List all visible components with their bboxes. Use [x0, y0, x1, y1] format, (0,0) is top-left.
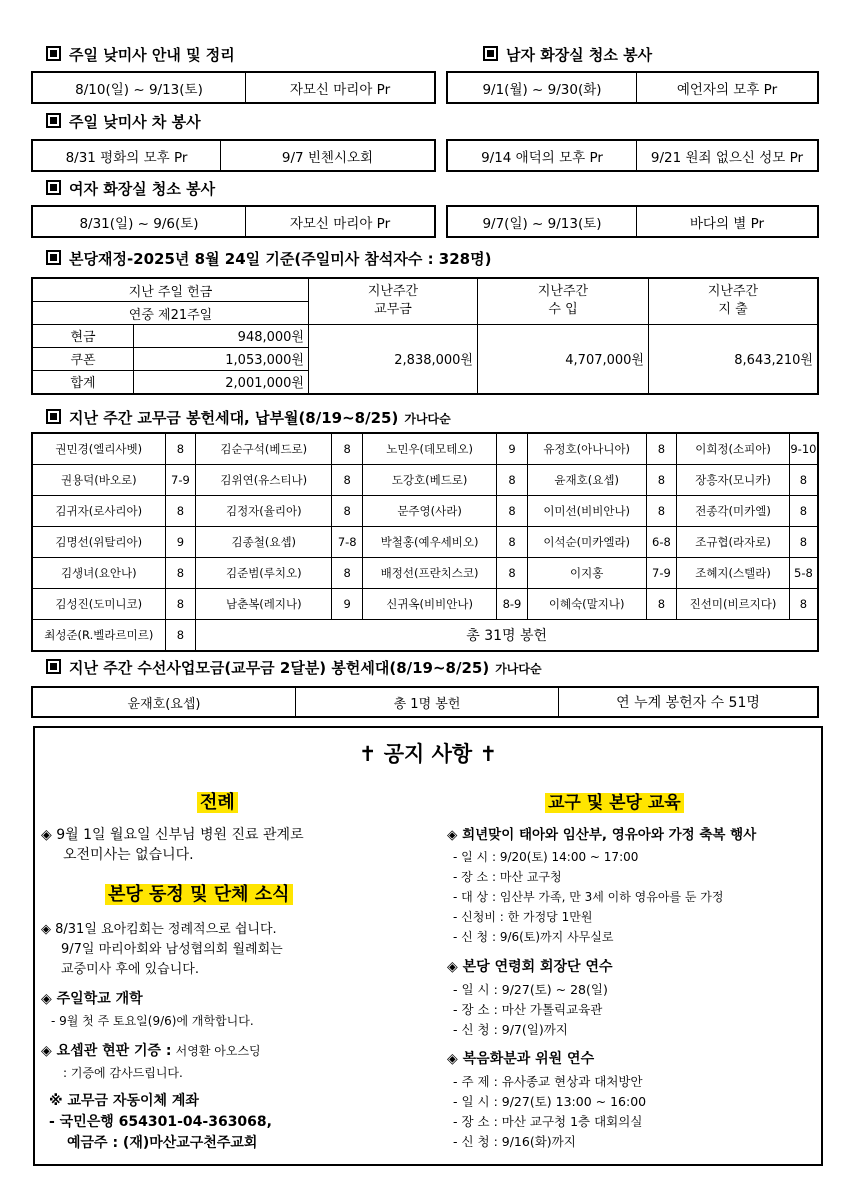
- donation-plaque-thanks: : 기증에 감사드립니다.: [63, 1066, 183, 1080]
- donor-name: 노민우(데모테오): [363, 433, 497, 465]
- event-1-apply: - 신 청 : 9/6(토)까지 사무실로: [453, 930, 614, 944]
- donor-table: [31, 432, 819, 652]
- donor-month: 7-9: [646, 558, 677, 589]
- finance-label-coupon: 쿠폰: [32, 347, 134, 370]
- bank-title: ※ 교무금 자동이체 계좌: [49, 1093, 199, 1109]
- event-1-target: - 대 상 : 임산부 가족, 만 3세 이하 영유아를 둔 가정: [453, 890, 724, 904]
- mass-guide-group: 자모신 마리아 Pr: [246, 72, 436, 103]
- donor-name: 김생녀(요안나): [32, 558, 165, 589]
- men-restroom-group: 예언자의 모후 Pr: [637, 72, 819, 103]
- donor-name: 김순구석(베드로): [196, 433, 332, 465]
- donor-row: [32, 496, 818, 527]
- event-3-title: ◈ 복음화분과 위원 연수: [447, 1051, 595, 1067]
- donor-name: 전종각(미카엘): [677, 496, 790, 527]
- finance-header-kyomu: 지난주간 교무금: [309, 278, 478, 324]
- finance-label-total: 합계: [32, 370, 134, 394]
- event-1-time: - 일 시 : 9/20(토) 14:00 ~ 17:00: [453, 850, 639, 864]
- donor-name: 김정자(율리아): [196, 496, 332, 527]
- donor-name: 장흥자(모니카): [677, 465, 790, 496]
- finance-header-income: 지난주간 수 입: [478, 278, 649, 324]
- finance-value-coupon: 1,053,000원: [134, 347, 309, 370]
- donor-row: [32, 465, 818, 496]
- donor-month: 8: [332, 558, 363, 589]
- women-restroom-group-2: 바다의 별 Pr: [637, 206, 819, 237]
- donor-name: 남춘복(레지나): [196, 589, 332, 620]
- donor-total: 총 31명 봉헌: [196, 620, 818, 652]
- section-finance-title: 본당재정-2025년 8월 24일 기준(주일미사 참석자수 : 328명): [46, 248, 491, 269]
- event-2-title: ◈ 본당 연령회 회장단 연수: [447, 959, 613, 975]
- donor-name: 조규협(라자로): [677, 527, 790, 558]
- parish-news-2: 9/7일 마리아회와 남성협의회 월례회는: [61, 942, 283, 957]
- donation-plaque: ◈ 요셉관 현판 기증 : 서영환 아오스딩: [41, 1043, 261, 1059]
- donor-month: 8: [646, 496, 677, 527]
- event-3-time: - 일 시 : 9/27(토) 13:00 ~ 16:00: [453, 1094, 647, 1109]
- donor-month: 9: [332, 589, 363, 620]
- donor-row: [32, 527, 818, 558]
- tea-service-3: 9/14 애덕의 모후 Pr: [447, 140, 637, 171]
- men-restroom-period: 9/1(월) ~ 9/30(화): [447, 72, 637, 103]
- section-tea-service-title: 주일 낮미사 차 봉사: [46, 111, 201, 132]
- donor-month: 8: [646, 465, 677, 496]
- donor-name: 김성진(도미니코): [32, 589, 165, 620]
- donor-name: 권민경(엘리사벳): [32, 433, 165, 465]
- repair-table: [31, 686, 819, 718]
- event-3-place: - 장 소 : 마산 교구청 1층 대회의실: [453, 1114, 643, 1129]
- liturgy-heading: 전례: [197, 788, 238, 814]
- donor-row: [32, 589, 818, 620]
- finance-label-cash: 현금: [32, 324, 134, 347]
- repair-cumulative: 연 누계 봉헌자 수 51명: [559, 687, 819, 717]
- donor-row: [32, 433, 818, 465]
- donor-month: 8: [332, 465, 363, 496]
- notice-title: ✝ 공지 사항 ✝: [358, 742, 498, 766]
- parish-news-1: ◈ 8/31일 요아킴회는 정례적으로 쉽니다.: [41, 922, 277, 937]
- donor-month: 7-8: [332, 527, 363, 558]
- donor-month: 8: [646, 433, 677, 465]
- donor-month: 8: [165, 496, 196, 527]
- mass-guide-period: 8/10(일) ~ 9/13(토): [32, 72, 246, 103]
- donor-name: 유정호(아나니아): [527, 433, 646, 465]
- parish-heading: 본당 동정 및 단체 소식: [105, 880, 293, 906]
- donor-month: 8: [497, 465, 528, 496]
- donor-month: 8: [497, 558, 528, 589]
- finance-income-value: 4,707,000원: [478, 324, 649, 394]
- donor-name: 도강호(베드로): [363, 465, 497, 496]
- finance-value-total: 2,001,000원: [134, 370, 309, 394]
- section-men-restroom-title: 남자 화장실 청소 봉사: [483, 44, 652, 65]
- section-donors-title: 지난 주간 교무금 봉헌세대, 납부월(8/19~8/25) 가나다순: [46, 407, 451, 428]
- donor-last-name: 최성준(R.벨라르미르): [32, 620, 165, 652]
- donor-month: 9-10: [789, 433, 818, 465]
- donor-name: 김위연(유스티나): [196, 465, 332, 496]
- donor-last-month: 8: [165, 620, 196, 652]
- donor-name: 권용덕(바오로): [32, 465, 165, 496]
- tea-service-1: 8/31 평화의 모후 Pr: [32, 140, 221, 171]
- event-2-apply: - 신 청 : 9/7(일)까지: [453, 1022, 568, 1037]
- tea-service-table-right: [446, 139, 819, 172]
- donor-name: 김준범(루치오): [196, 558, 332, 589]
- event-1-place: - 장 소 : 마산 교구청: [453, 870, 562, 884]
- donor-month: 9: [497, 433, 528, 465]
- women-restroom-group-1: 자모신 마리아 Pr: [246, 206, 436, 237]
- tea-service-table-left: [31, 139, 436, 172]
- liturgy-line-2: 오전미사는 없습니다.: [63, 847, 194, 863]
- donor-month: 7-9: [165, 465, 196, 496]
- finance-table: [31, 277, 819, 395]
- donor-month: 5-8: [789, 558, 818, 589]
- bank-account: - 국민은행 654301-04-363068,: [49, 1114, 272, 1130]
- finance-kyomu-value: 2,838,000원: [309, 324, 478, 394]
- repair-total: 총 1명 봉헌: [296, 687, 559, 717]
- event-1-fee: - 신청비 : 한 가정당 1만원: [453, 910, 593, 924]
- finance-header-week: 연중 제21주일: [32, 302, 309, 325]
- women-restroom-period-2: 9/7(일) ~ 9/13(토): [447, 206, 637, 237]
- donor-name: 진선미(비르지다): [677, 589, 790, 620]
- donor-month: 8-9: [497, 589, 528, 620]
- donor-name: 이미선(비비안나): [527, 496, 646, 527]
- donor-month: 8: [165, 589, 196, 620]
- liturgy-line-1: ◈ 9월 1일 월요일 신부님 병원 진료 관계로: [41, 827, 304, 843]
- event-3-apply: - 신 청 : 9/16(화)까지: [453, 1134, 576, 1149]
- donor-month: 8: [789, 527, 818, 558]
- donor-month: 8: [789, 496, 818, 527]
- donor-name: 이희정(소피아): [677, 433, 790, 465]
- sunday-school-title: ◈ 주일학교 개학: [41, 991, 143, 1007]
- section-repair-title: 지난 주간 수선사업모금(교무금 2달분) 봉헌세대(8/19~8/25) 가나다순: [46, 657, 542, 678]
- donor-month: 6-8: [646, 527, 677, 558]
- donor-name: 박철홍(예우세비오): [363, 527, 497, 558]
- men-restroom-table: [446, 71, 819, 104]
- donor-name: 문주영(사라): [363, 496, 497, 527]
- donor-name: 신귀옥(비비안나): [363, 589, 497, 620]
- education-heading: 교구 및 본당 교육: [545, 788, 684, 813]
- mass-guide-table: [31, 71, 436, 104]
- parish-news-3: 교중미사 후에 있습니다.: [61, 962, 199, 977]
- tea-service-4: 9/21 원죄 없으신 성모 Pr: [637, 140, 819, 171]
- tea-service-2: 9/7 빈첸시오회: [221, 140, 436, 171]
- notice-box: [33, 726, 823, 1166]
- donor-month: 8: [497, 496, 528, 527]
- donor-month: 8: [165, 558, 196, 589]
- donor-month: 8: [165, 433, 196, 465]
- donor-name: 김명선(위탈리아): [32, 527, 165, 558]
- donor-name: 윤재호(요셉): [527, 465, 646, 496]
- women-restroom-table-right: [446, 205, 819, 238]
- finance-expense-value: 8,643,210원: [649, 324, 819, 394]
- donor-name: 이지홍: [527, 558, 646, 589]
- donor-row: [32, 558, 818, 589]
- donor-name: 김종철(요셉): [196, 527, 332, 558]
- donor-month: 8: [646, 589, 677, 620]
- event-3-theme: - 주 제 : 유사종교 현상과 대처방안: [453, 1074, 643, 1089]
- donor-name: 이혜숙(말지나): [527, 589, 646, 620]
- donor-month: 8: [789, 465, 818, 496]
- finance-header-cash: 지난 주일 헌금: [32, 278, 309, 302]
- donor-month: 8: [789, 589, 818, 620]
- sunday-school-detail: - 9월 첫 주 토요일(9/6)에 개학합니다.: [51, 1014, 254, 1028]
- donor-month: 8: [332, 433, 363, 465]
- event-2-time: - 일 시 : 9/27(토) ~ 28(일): [453, 982, 608, 997]
- donor-month: 9: [165, 527, 196, 558]
- women-restroom-period-1: 8/31(일) ~ 9/6(토): [32, 206, 246, 237]
- finance-value-cash: 948,000원: [134, 324, 309, 347]
- event-1-title: ◈ 희년맞이 태아와 임산부, 영유아와 가정 축복 행사: [447, 827, 757, 843]
- donor-name: 조혜지(스텔라): [677, 558, 790, 589]
- bank-holder: 예금주 : (재)마산교구천주교회: [67, 1135, 258, 1151]
- finance-header-expense: 지난주간 지 출: [649, 278, 819, 324]
- section-women-restroom-title: 여자 화장실 청소 봉사: [46, 178, 215, 199]
- donor-name: 배정선(프란치스코): [363, 558, 497, 589]
- donor-month: 8: [497, 527, 528, 558]
- event-2-place: - 장 소 : 마산 가톨릭교육관: [453, 1002, 603, 1017]
- donor-name: 이석순(미카엘라): [527, 527, 646, 558]
- donor-month: 8: [332, 496, 363, 527]
- repair-name: 윤재호(요셉): [32, 687, 296, 717]
- section-mass-guide-title: 주일 낮미사 안내 및 정리: [46, 44, 235, 65]
- women-restroom-table-left: [31, 205, 436, 238]
- donor-name: 김귀자(로사리아): [32, 496, 165, 527]
